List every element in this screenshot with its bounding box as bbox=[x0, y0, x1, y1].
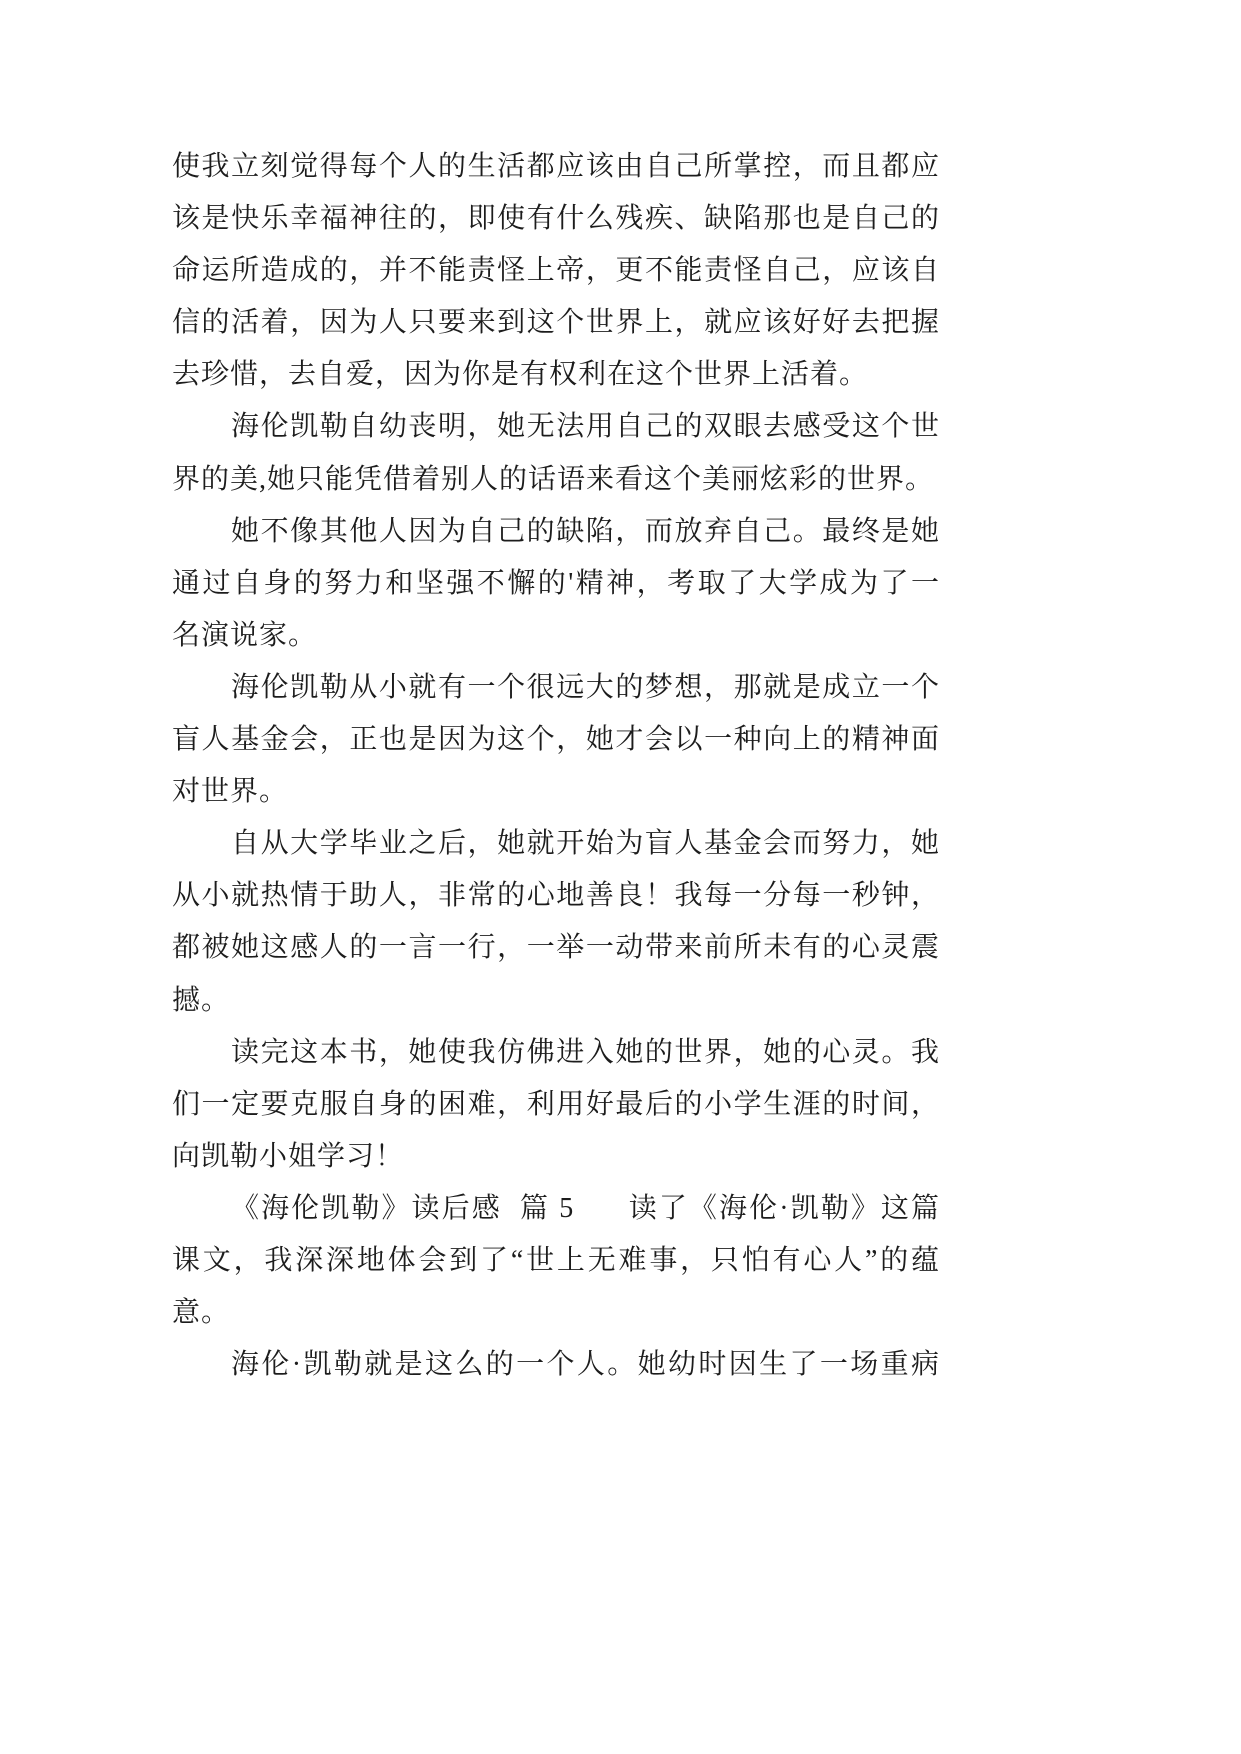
text-line: 读完这本书，她使我仿佛进入她的世界，她的心灵。我 bbox=[231, 1036, 940, 1068]
text-line: 海伦凯勒从小就有一个很远大的梦想，那就是成立一个 bbox=[231, 671, 940, 703]
text-line: 盲人基金会，正也是因为这个，她才会以一种向上的精神面 bbox=[172, 724, 940, 756]
paragraph bbox=[172, 818, 940, 1026]
text-line: 信的活着，因为人只要来到这个世界上，就应该好好去把握 bbox=[172, 307, 940, 339]
paragraph bbox=[172, 141, 940, 401]
paragraph bbox=[172, 1027, 940, 1183]
text-line: 使我立刻觉得每个人的生活都应该由自己所掌控，而且都应 bbox=[172, 151, 940, 182]
paragraph bbox=[172, 506, 940, 662]
paragraph bbox=[172, 1339, 940, 1391]
text-line: 都被她这感人的一言一行，一举一动带来前所未有的心灵震 bbox=[172, 932, 940, 964]
text-line: 自从大学毕业之后，她就开始为盲人基金会而努力，她 bbox=[231, 828, 940, 860]
text-line: 去珍惜，去自爱，因为你是有权利在这个世界上活着。 bbox=[172, 359, 869, 391]
paragraph bbox=[172, 401, 940, 505]
text-line: 们一定要克服自身的困难，利用好最后的小学生涯的时间， bbox=[172, 1088, 940, 1120]
paragraph bbox=[172, 662, 940, 818]
text-line: 对世界。 bbox=[172, 776, 289, 808]
text-line: 海伦·凯勒就是这么的一个人。她幼时因生了一场重病 bbox=[231, 1349, 940, 1381]
text-line: 她不像其他人因为自己的缺陷，而放弃自己。最终是她 bbox=[231, 515, 940, 547]
text-line: 撼。 bbox=[172, 984, 231, 1016]
text-line: 向凯勒小姐学习！ bbox=[172, 1140, 405, 1172]
text-line: 界的美,她只能凭借着别人的话语来看这个美丽炫彩的世界。 bbox=[172, 463, 935, 495]
text-line: 海伦凯勒自幼丧明，她无法用自己的双眼去感受这个世 bbox=[231, 411, 940, 443]
text-line: 命运所造成的，并不能责怪上帝，更不能责怪自己，应该自 bbox=[172, 255, 940, 287]
text-line: 通过自身的努力和坚强不懈的'精神，考取了大学成为了一 bbox=[172, 567, 940, 599]
paragraph bbox=[172, 1183, 940, 1339]
text-line: 课文，我深深地体会到了“世上无难事，只怕有心人”的蕴 bbox=[172, 1244, 940, 1276]
document-body bbox=[172, 141, 940, 1391]
text-line: 意。 bbox=[172, 1297, 231, 1329]
text-line: 从小就热情于助人，非常的心地善良！我每一分每一秒钟， bbox=[172, 880, 940, 912]
text-line: 名演说家。 bbox=[172, 619, 318, 651]
text-line: 《海伦凯勒》读后感 篇 5 读了《海伦·凯勒》这篇 bbox=[231, 1192, 940, 1224]
text-line: 该是快乐幸福神往的，即使有什么残疾、缺陷那也是自己的 bbox=[172, 203, 940, 235]
